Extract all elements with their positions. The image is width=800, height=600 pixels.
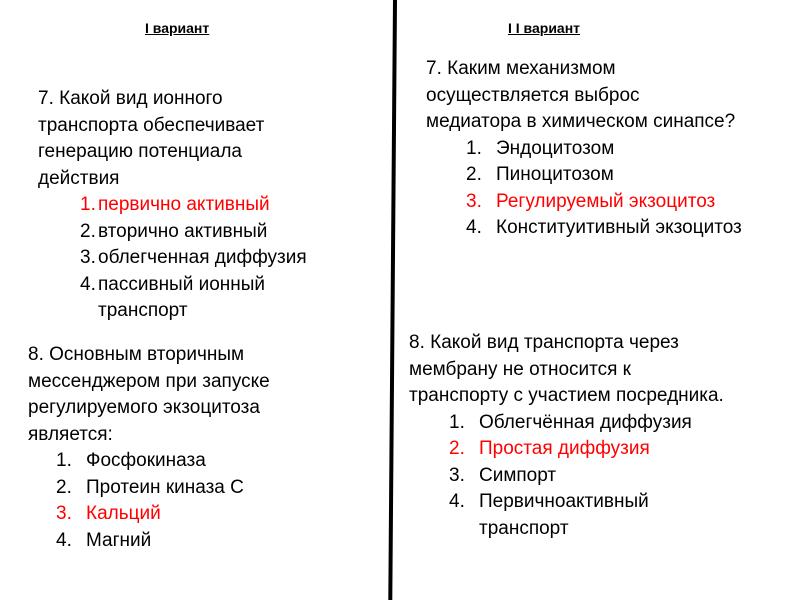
answer-option (449, 463, 794, 490)
option-number: 2. (449, 438, 465, 459)
answer-option (56, 528, 368, 555)
answer-options (409, 410, 794, 543)
option-text: транспорт (98, 300, 188, 321)
answer-option-correct (56, 501, 368, 528)
option-number: 1. (56, 450, 72, 471)
question-text-line: медиатора в химическом синапсе? (426, 111, 736, 132)
option-text: Кальций (86, 503, 161, 524)
question-text-line: осуществляется выброс (426, 84, 640, 106)
option-text: транспорт (479, 517, 569, 539)
answer-option (466, 136, 796, 163)
left-question-8 (28, 342, 368, 554)
option-number: 4. (449, 491, 465, 512)
answer-option (449, 410, 794, 437)
answer-option-correct (449, 436, 794, 463)
option-text: Простая диффузия (479, 438, 650, 459)
answer-option (80, 245, 378, 272)
option-number: 4. (56, 529, 72, 551)
option-number: 4. (466, 217, 482, 238)
answer-options (38, 192, 378, 325)
answer-option-correct (80, 192, 378, 219)
option-text: Облегчённая диффузия (479, 411, 692, 433)
question-text-line: генерацию потенциала (38, 141, 242, 162)
option-number: 2. (80, 220, 96, 242)
question-text-line: действия (38, 167, 120, 189)
option-number: 2. (466, 164, 482, 185)
option-number: 1. (449, 411, 465, 433)
answer-options (426, 136, 796, 242)
option-text: Конституитивный экзоцитоз (496, 217, 742, 238)
option-number: 1. (466, 137, 482, 159)
option-number: 3. (56, 503, 72, 524)
question-text-line: мембрану не относится к (409, 358, 631, 380)
question-text-line: 7. Какой вид ионного (38, 88, 223, 109)
option-text: Первичноактивный (479, 491, 649, 512)
question-text-line: транспорту с участием посредника. (409, 385, 724, 406)
option-text: облегченная диффузия (98, 247, 307, 268)
left-question-7 (38, 86, 378, 325)
answer-option (80, 219, 378, 246)
question-text-line: мессенджером при запуске (28, 370, 270, 392)
option-number: 4. (80, 273, 96, 295)
variant-1-heading: I вариант (145, 20, 210, 36)
option-text: Регулируемый экзоцитоз (496, 190, 716, 212)
question-text-line: является: (28, 423, 113, 445)
option-text: Симпорт (479, 464, 557, 486)
question-text-line: 8. Основным вторичным (28, 344, 245, 365)
question-text-line: регулируемого экзоцитоза (28, 397, 260, 418)
option-number: 2. (56, 476, 72, 498)
right-question-7 (426, 56, 796, 242)
answer-option (466, 215, 796, 242)
question-text-line: 8. Какой вид транспорта через (409, 332, 679, 353)
option-number: 3. (80, 247, 96, 268)
answer-option (56, 448, 368, 475)
column-divider (388, 0, 397, 600)
option-number: 3. (466, 190, 482, 212)
option-text: вторично активный (98, 220, 268, 242)
question-text-line: транспорта обеспечивает (38, 114, 265, 136)
answer-option-correct (466, 189, 796, 216)
variant-2-heading: I I вариант (508, 20, 581, 36)
answer-option (56, 475, 368, 502)
question-text-line: 7. Каким механизмом (426, 58, 616, 79)
answer-option (449, 489, 794, 542)
option-text: первично активный (98, 194, 270, 215)
right-question-8 (409, 330, 794, 542)
option-text: Магний (86, 529, 152, 551)
option-text: Эндоцитозом (496, 137, 615, 159)
option-text: Фосфокиназа (86, 450, 206, 471)
option-text: Пиноцитозом (496, 164, 614, 185)
option-number: 3. (449, 464, 465, 486)
answer-option (80, 272, 378, 325)
answer-option (466, 162, 796, 189)
option-text: пассивный ионный (98, 273, 266, 295)
option-text: Протеин киназа С (86, 476, 244, 498)
option-number: 1. (80, 194, 96, 215)
answer-options (28, 448, 368, 554)
